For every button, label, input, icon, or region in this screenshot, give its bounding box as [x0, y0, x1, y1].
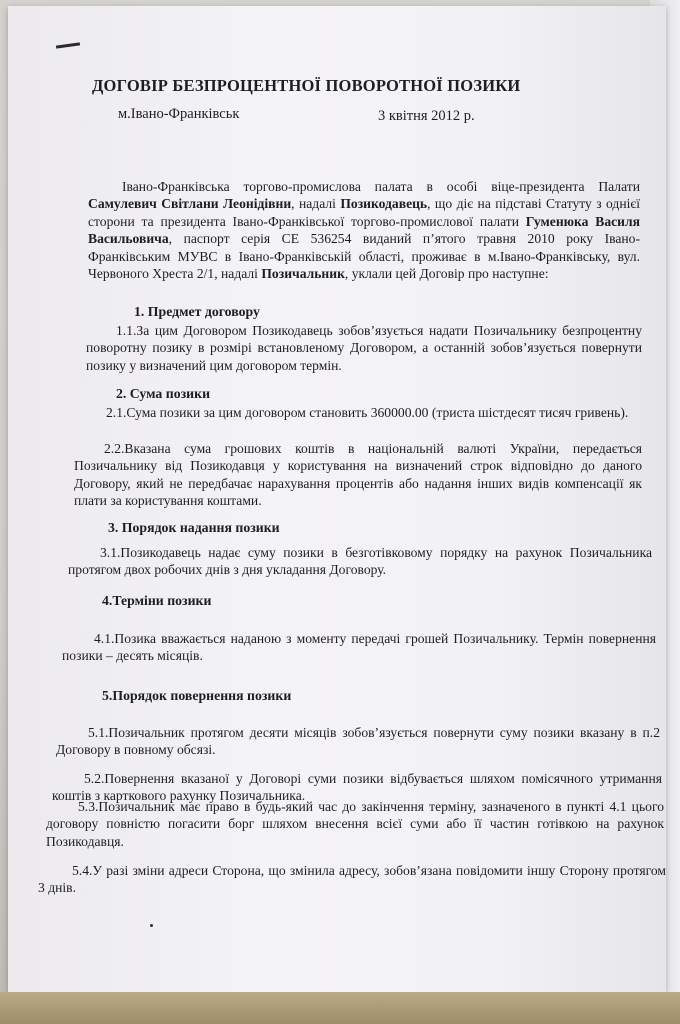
clause-5-4: 5.4.У разі зміни адреси Сторона, що змінила адресу, зобов’язана повідомити іншу Сторону протягом 3 днів. — [38, 863, 666, 896]
document-city: м.Івано-Франківськ — [118, 106, 240, 122]
borrower-name: Гуменюка Василя Васильовича — [88, 213, 640, 247]
document-date: 3 квітня 2012 р. — [378, 108, 475, 124]
clause-5-2: 5.2.Повернення вказаної у Договорі суми позики відбувається шляхом помісячного утримання коштів з карткового рахунку Позичальника. — [52, 771, 662, 804]
clause-5-3: 5.3.Позичальник має право в будь-який час до закінчення терміну, зазначеного в пункті 4.1 цього договору повністю погасити борг шляхом внесення всієї суми або її частин готівкою на рахунок Позикодавця. — [46, 799, 664, 849]
preamble-text-1: Івано-Франківська торгово-промислова палата в особі віце-президента Палати — [122, 179, 640, 194]
preamble-paragraph — [88, 178, 640, 282]
clause-3-1: 3.1.Позикодавець надає суму позики в безготівковому порядку на рахунок Позичальника протягом двох робочих днів з дня укладання Договору. — [68, 545, 652, 578]
preamble-text-4: , паспорт серія СЕ 536254 виданий п’ятого травня 2010 року Івано-Франківським МУВС в Івано-Франківській області, проживає в м.Івано-Франківську, вул. Червоного Хреста 2/1, надалі — [88, 231, 640, 282]
clause-2-1: 2.1.Сума позики за цим договором становить 360000.00 (триста шістдесят тисяч гривень). — [106, 405, 629, 420]
lender-term: Позикодавець — [340, 196, 428, 212]
ink-dot — [150, 924, 153, 927]
clause-1-1: 1.1.За цим Договором Позикодавець зобов’язується надати Позичальнику безпроцентну поворотну позику в розмірі встановленому Договором, а останній зобов’язується повернути позику у визначений цим договором термін. — [86, 323, 642, 373]
preamble-text-3: , що діє на підставі Статуту з однієї сторони та президента Івано-Франківської торгово-промислової палати — [88, 196, 640, 229]
clause-4-1: 4.1.Позика вважається наданою з моменту передачі грошей Позичальнику. Термін повернення позики – десять місяців. — [62, 631, 656, 664]
section-2-heading: 2. Сума позики — [116, 386, 211, 401]
table-surface — [0, 992, 680, 1024]
clause-5-1: 5.1.Позичальник протягом десяти місяців зобов’язується повернути суму позики вказану в п.2 Договору в повному обсязі. — [56, 725, 660, 758]
document-title: ДОГОВІР БЕЗПРОЦЕНТНОЇ ПОВОРОТНОЇ ПОЗИКИ — [92, 76, 521, 95]
section-1-heading: 1. Предмет договору — [134, 304, 260, 319]
preamble-text-5: , уклали цей Договір про наступне: — [344, 266, 549, 282]
section-5-heading: 5.Порядок повернення позики — [102, 688, 292, 703]
lender-rep-name: Самулевич Світлани Леонідівни — [88, 196, 292, 212]
borrower-term: Позичальник — [261, 266, 345, 282]
section-3-heading: 3. Порядок надання позики — [108, 520, 280, 535]
preamble-text-2: , надалі — [291, 196, 341, 212]
section-4-heading: 4.Терміни позики — [102, 593, 212, 608]
clause-2-2: 2.2.Вказана сума грошових коштів в національній валюті України, передається Позичальнику від Позикодавця у користування на визначений строк відповідно до даного Договору, який не передбачає нарахування процентів або надання інших видів компенсації як плати за користування коштами. — [74, 441, 642, 509]
